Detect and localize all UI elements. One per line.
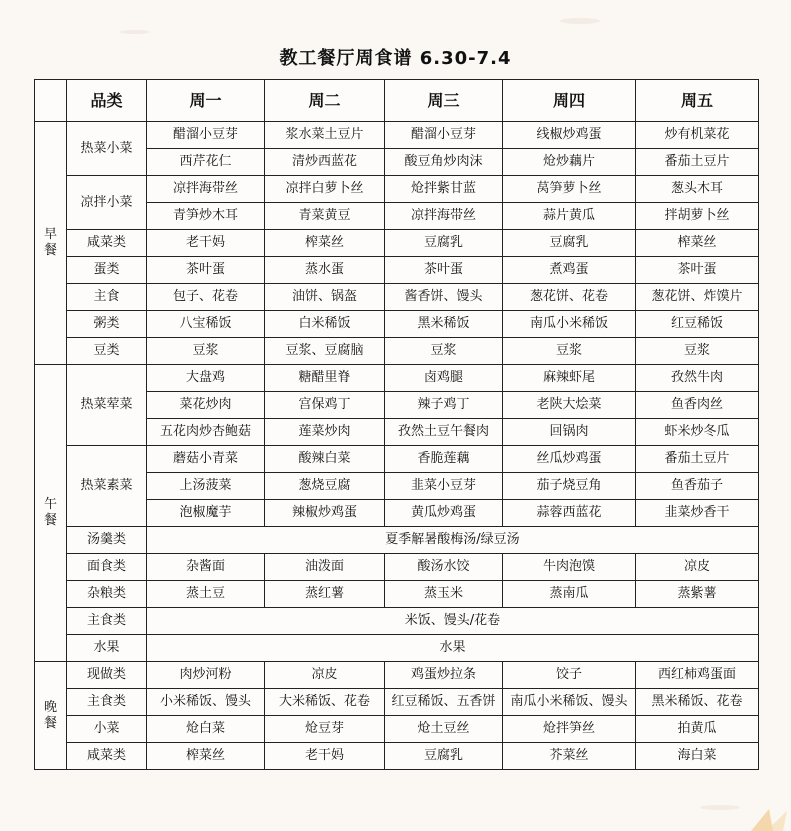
menu-cell: 油泼面 <box>265 554 385 581</box>
menu-cell: 豆浆 <box>503 338 636 365</box>
table-row <box>35 257 759 284</box>
header-category: 品类 <box>67 80 147 122</box>
menu-cell: 小米稀饭、馒头 <box>147 689 265 716</box>
category-cell: 咸菜类 <box>67 230 147 257</box>
menu-cell: 茶叶蛋 <box>147 257 265 284</box>
menu-cell: 葱头木耳 <box>636 176 759 203</box>
menu-cell: 拍黄瓜 <box>636 716 759 743</box>
menu-cell: 宫保鸡丁 <box>265 392 385 419</box>
category-cell: 主食类 <box>67 608 147 635</box>
menu-cell: 白米稀饭 <box>265 311 385 338</box>
menu-cell: 茶叶蛋 <box>385 257 503 284</box>
table-row <box>35 338 759 365</box>
menu-cell: 韭菜炒香干 <box>636 500 759 527</box>
menu-cell: 蒸南瓜 <box>503 581 636 608</box>
menu-cell: 炝豆芽 <box>265 716 385 743</box>
menu-cell: 肉炒河粉 <box>147 662 265 689</box>
menu-cell: 上汤菠菜 <box>147 473 265 500</box>
menu-cell: 黑米稀饭、花卷 <box>636 689 759 716</box>
menu-cell: 清炒西蓝花 <box>265 149 385 176</box>
table-row <box>35 284 759 311</box>
category-cell: 热菜素菜 <box>67 446 147 527</box>
menu-cell: 杂酱面 <box>147 554 265 581</box>
menu-cell: 黑米稀饭 <box>385 311 503 338</box>
category-cell: 面食类 <box>67 554 147 581</box>
header-day-fri: 周五 <box>636 80 759 122</box>
meal-label-dinner: 晚 餐 <box>35 662 67 770</box>
menu-cell: 炝炒藕片 <box>503 149 636 176</box>
menu-cell: 豆浆 <box>385 338 503 365</box>
menu-cell: 榨菜丝 <box>265 230 385 257</box>
menu-cell: 醋溜小豆芽 <box>147 122 265 149</box>
menu-cell: 南瓜小米稀饭 <box>503 311 636 338</box>
menu-cell-span: 米饭、馒头/花卷 <box>147 608 759 635</box>
menu-cell: 红豆稀饭、五香饼 <box>385 689 503 716</box>
menu-cell: 凉皮 <box>636 554 759 581</box>
menu-cell: 蘑菇小青菜 <box>147 446 265 473</box>
category-cell: 咸菜类 <box>67 743 147 770</box>
category-cell: 粥类 <box>67 311 147 338</box>
table-row <box>35 365 759 392</box>
menu-cell: 榨菜丝 <box>147 743 265 770</box>
menu-cell: 拌胡萝卜丝 <box>636 203 759 230</box>
menu-cell: 莲菜炒肉 <box>265 419 385 446</box>
header-day-mon: 周一 <box>147 80 265 122</box>
menu-cell: 线椒炒鸡蛋 <box>503 122 636 149</box>
menu-cell: 酸汤水饺 <box>385 554 503 581</box>
table-row <box>35 311 759 338</box>
table-row <box>35 581 759 608</box>
menu-cell: 豆腐乳 <box>385 743 503 770</box>
menu-cell: 卤鸡腿 <box>385 365 503 392</box>
menu-cell: 丝瓜炒鸡蛋 <box>503 446 636 473</box>
header-row <box>35 80 759 122</box>
table-row <box>35 689 759 716</box>
page-title: 教工餐厅周食谱 6.30-7.4 <box>279 48 512 69</box>
menu-cell: 蒸土豆 <box>147 581 265 608</box>
menu-cell: 八宝稀饭 <box>147 311 265 338</box>
menu-cell: 蒜片黄瓜 <box>503 203 636 230</box>
menu-cell: 糖醋里脊 <box>265 365 385 392</box>
menu-cell: 炒有机菜花 <box>636 122 759 149</box>
table-row <box>35 554 759 581</box>
menu-cell: 鸡蛋炒拉条 <box>385 662 503 689</box>
menu-cell: 炝拌笋丝 <box>503 716 636 743</box>
header-corner <box>35 80 67 122</box>
table-row <box>35 122 759 149</box>
category-cell: 主食 <box>67 284 147 311</box>
menu-cell: 葱花饼、炸馍片 <box>636 284 759 311</box>
menu-cell: 海白菜 <box>636 743 759 770</box>
menu-cell: 蒜蓉西蓝花 <box>503 500 636 527</box>
menu-cell: 西红柿鸡蛋面 <box>636 662 759 689</box>
menu-cell: 青菜黄豆 <box>265 203 385 230</box>
header-day-thu: 周四 <box>503 80 636 122</box>
menu-cell: 老陕大烩菜 <box>503 392 636 419</box>
category-cell: 水果 <box>67 635 147 662</box>
menu-cell: 油饼、锅盔 <box>265 284 385 311</box>
menu-cell: 蒸玉米 <box>385 581 503 608</box>
menu-cell: 豆浆 <box>636 338 759 365</box>
menu-cell: 榨菜丝 <box>636 230 759 257</box>
menu-cell: 牛肉泡馍 <box>503 554 636 581</box>
menu-cell: 南瓜小米稀饭、馒头 <box>503 689 636 716</box>
menu-cell: 饺子 <box>503 662 636 689</box>
weekly-menu-table <box>34 79 759 770</box>
menu-cell: 回锅肉 <box>503 419 636 446</box>
table-row <box>35 662 759 689</box>
table-row <box>35 446 759 473</box>
menu-cell: 五花肉炒杏鲍菇 <box>147 419 265 446</box>
header-day-tue: 周二 <box>265 80 385 122</box>
menu-cell: 大米稀饭、花卷 <box>265 689 385 716</box>
category-cell: 蛋类 <box>67 257 147 284</box>
category-cell: 小菜 <box>67 716 147 743</box>
table-row <box>35 608 759 635</box>
menu-cell: 黄瓜炒鸡蛋 <box>385 500 503 527</box>
menu-cell: 炝土豆丝 <box>385 716 503 743</box>
menu-cell: 菜花炒肉 <box>147 392 265 419</box>
menu-cell: 鱼香茄子 <box>636 473 759 500</box>
menu-body <box>35 122 759 770</box>
category-cell: 杂粮类 <box>67 581 147 608</box>
menu-cell-span: 水果 <box>147 635 759 662</box>
menu-cell: 凉拌白萝卜丝 <box>265 176 385 203</box>
menu-cell: 茶叶蛋 <box>636 257 759 284</box>
menu-cell: 蒸水蛋 <box>265 257 385 284</box>
menu-cell: 茄子烧豆角 <box>503 473 636 500</box>
category-cell: 热菜荤菜 <box>67 365 147 446</box>
menu-cell: 炝拌紫甘蓝 <box>385 176 503 203</box>
menu-cell: 老干妈 <box>147 230 265 257</box>
menu-cell: 香脆莲藕 <box>385 446 503 473</box>
meal-label-lunch: 午 餐 <box>35 365 67 662</box>
menu-cell: 西芹花仁 <box>147 149 265 176</box>
menu-cell: 番茄土豆片 <box>636 149 759 176</box>
menu-cell: 煮鸡蛋 <box>503 257 636 284</box>
menu-cell: 炝白菜 <box>147 716 265 743</box>
table-row <box>35 527 759 554</box>
menu-cell: 蒸红薯 <box>265 581 385 608</box>
menu-cell: 浆水菜土豆片 <box>265 122 385 149</box>
menu-cell: 豆腐乳 <box>385 230 503 257</box>
menu-cell: 老干妈 <box>265 743 385 770</box>
menu-cell: 酱香饼、馒头 <box>385 284 503 311</box>
header-day-wed: 周三 <box>385 80 503 122</box>
menu-cell-span: 夏季解暑酸梅汤/绿豆汤 <box>147 527 759 554</box>
category-cell: 豆类 <box>67 338 147 365</box>
menu-cell: 麻辣虾尾 <box>503 365 636 392</box>
menu-cell: 孜然牛肉 <box>636 365 759 392</box>
table-row <box>35 230 759 257</box>
menu-cell: 酸豆角炒肉沫 <box>385 149 503 176</box>
category-cell: 热菜小菜 <box>67 122 147 176</box>
menu-cell: 鱼香肉丝 <box>636 392 759 419</box>
menu-cell: 凉拌海带丝 <box>385 203 503 230</box>
menu-cell: 孜然土豆午餐肉 <box>385 419 503 446</box>
category-cell: 汤羹类 <box>67 527 147 554</box>
menu-cell: 包子、花卷 <box>147 284 265 311</box>
menu-cell: 醋溜小豆芽 <box>385 122 503 149</box>
category-cell: 现做类 <box>67 662 147 689</box>
category-cell: 主食类 <box>67 689 147 716</box>
meal-label-breakfast: 早 餐 <box>35 122 67 365</box>
menu-cell: 葱烧豆腐 <box>265 473 385 500</box>
menu-cell: 芥菜丝 <box>503 743 636 770</box>
menu-cell: 泡椒魔芋 <box>147 500 265 527</box>
menu-cell: 豆浆、豆腐脑 <box>265 338 385 365</box>
corner-decoration <box>721 791 791 831</box>
menu-cell: 韭菜小豆芽 <box>385 473 503 500</box>
menu-cell: 豆腐乳 <box>503 230 636 257</box>
menu-cell: 大盘鸡 <box>147 365 265 392</box>
table-row <box>35 176 759 203</box>
table-row <box>35 716 759 743</box>
menu-cell: 豆浆 <box>147 338 265 365</box>
menu-cell: 番茄土豆片 <box>636 446 759 473</box>
menu-cell: 凉拌海带丝 <box>147 176 265 203</box>
menu-cell: 辣椒炒鸡蛋 <box>265 500 385 527</box>
table-row <box>35 635 759 662</box>
menu-cell: 辣子鸡丁 <box>385 392 503 419</box>
menu-cell: 红豆稀饭 <box>636 311 759 338</box>
menu-cell: 莴笋萝卜丝 <box>503 176 636 203</box>
table-row <box>35 743 759 770</box>
menu-cell: 蒸紫薯 <box>636 581 759 608</box>
menu-cell: 青笋炒木耳 <box>147 203 265 230</box>
menu-cell: 葱花饼、花卷 <box>503 284 636 311</box>
menu-cell: 凉皮 <box>265 662 385 689</box>
category-cell: 凉拌小菜 <box>67 176 147 230</box>
menu-cell: 虾米炒冬瓜 <box>636 419 759 446</box>
menu-cell: 酸辣白菜 <box>265 446 385 473</box>
